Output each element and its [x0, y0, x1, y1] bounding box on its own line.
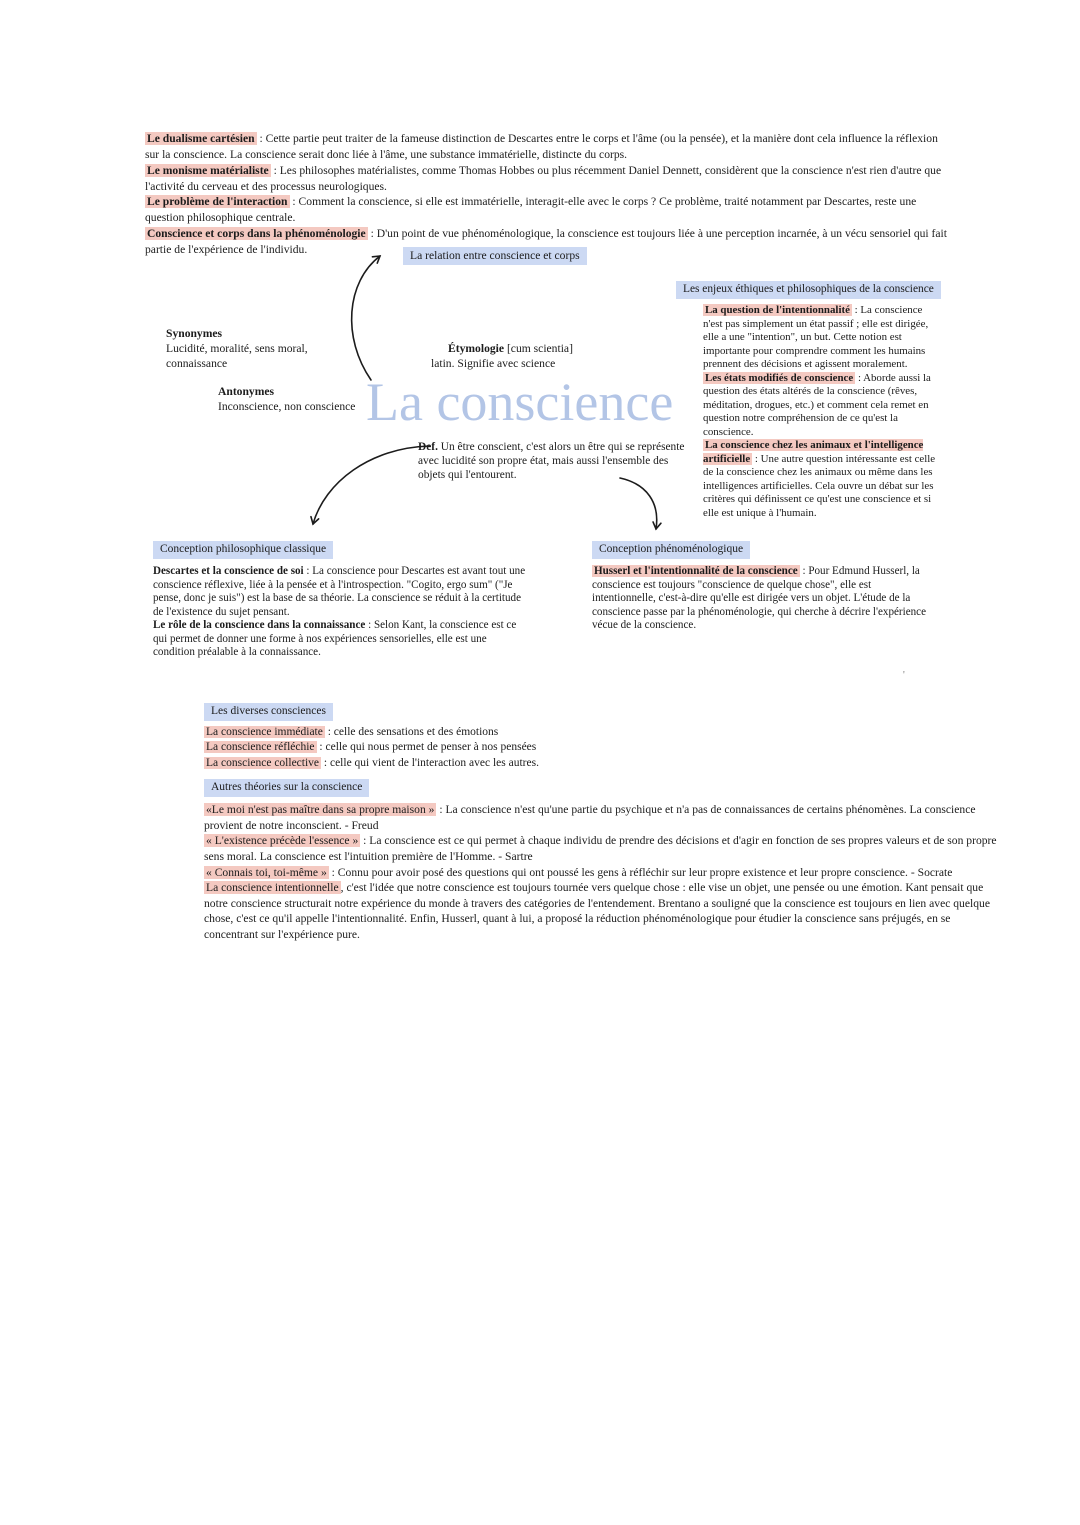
- phenomenology-body: [592, 565, 932, 633]
- synonyms-text: Lucidité, moralité, sens moral, connaissance: [166, 341, 308, 370]
- definition-label: Def.: [418, 441, 438, 453]
- note-label: Husserl et l'intentionnalité de la conscience: [594, 565, 798, 578]
- note-paragraph: [204, 880, 999, 942]
- note-text: : La conscience est ce qui permet à chaque individu de prendre des décisions et d'agir en fonction de ses propres valeurs et de son propre sens moral. La conscience est l'intuition première de l'Homme. - Sartre: [204, 834, 997, 863]
- etymology-line2: latin. Signifie avec science: [431, 357, 556, 370]
- etymology-line1: [431, 341, 661, 356]
- note-text: : Connu pour avoir posé des questions qui ont poussé les gens à réfléchir sur leur propre existence et leur propre conscience. - Socrate: [328, 865, 953, 879]
- note-text: : La conscience pour Descartes est avant tout une conscience réflexive, liée à la pensée et à l'introspection. "Cogito, ergo sum" ("Je pense, donc je suis") est la base de sa théorie. La conscience se réduit à la certitude de l'existence du sujet pensant.: [153, 565, 526, 618]
- note-label: Le dualisme cartésien: [147, 132, 255, 145]
- ethics-section: [676, 279, 942, 520]
- classic-heading: Conception philosophique classique: [153, 541, 333, 559]
- theories-heading: Autres théories sur la conscience: [204, 779, 369, 797]
- antonyms-heading: Antonymes: [218, 385, 275, 398]
- etymology-label: Étymologie: [448, 342, 505, 355]
- note-label: Le rôle de la conscience dans la connaissance: [153, 619, 366, 632]
- page-title: La conscience: [366, 372, 674, 432]
- note-label: Les états modifiés de conscience: [705, 371, 854, 384]
- note-label: «Le moi n'est pas maître dans sa propre maison »: [206, 803, 435, 817]
- note-label: La conscience immédiate: [206, 726, 323, 739]
- arrow-classic-icon: [313, 446, 429, 524]
- note-paragraph: [703, 372, 941, 440]
- note-label: La question de l'intentionnalité: [705, 304, 850, 317]
- classic-body: [153, 565, 529, 660]
- note-label: « L'existence précède l'essence »: [206, 834, 359, 848]
- note-label: Le problème de l'interaction: [147, 195, 288, 209]
- note-paragraph: [153, 565, 529, 619]
- note-paragraph: [703, 439, 941, 520]
- classic-section: [153, 539, 529, 660]
- note-paragraph: [145, 163, 949, 195]
- note-label: Descartes et la conscience de soi: [153, 565, 304, 578]
- ethics-items: [703, 304, 941, 520]
- diverse-items: [204, 725, 624, 771]
- antonyms-text: Inconscience, non conscience: [218, 399, 356, 413]
- stray-mark: ': [903, 670, 905, 681]
- note-paragraph: [204, 802, 999, 833]
- ethics-heading: Les enjeux éthiques et philosophiques de la conscience: [676, 281, 941, 299]
- note-paragraph: [145, 131, 949, 163]
- phenomenology-heading: Conception phénoménologique: [592, 541, 750, 559]
- mind-body-notes: [145, 131, 949, 258]
- arrow-relation-icon: [352, 256, 380, 380]
- note-label: La conscience chez les animaux et l'intelligence artificielle: [703, 439, 924, 465]
- etymology-block: [431, 341, 661, 371]
- note-label: Le monisme matérialiste: [147, 163, 269, 177]
- note-label: La conscience réfléchie: [206, 741, 315, 754]
- note-text: : celle qui nous permet de penser à nos pensées: [316, 741, 537, 754]
- note-paragraph: [703, 304, 941, 372]
- note-text: : Une autre question intéressante est celle de la conscience chez les animaux ou même dans les intelligences artificielles. Cela ouvre un débat sur les critères qui définissent ce qu'est une conscience et si elle est unique à l'humain.: [703, 452, 936, 519]
- note-paragraph: [153, 619, 529, 660]
- note-text: : Pour Edmund Husserl, la conscience est toujours "conscience de quelque chose", elle est intentionnelle, c'est-à-dire qu'elle est dirigée vers un objet. L'étude de la conscience passe par la phénoménologie, qui cherche à décrire l'expérience vécue de la conscience.: [592, 565, 927, 632]
- note-paragraph: [204, 865, 999, 881]
- diverse-heading: Les diverses consciences: [204, 703, 333, 721]
- note-label: La conscience intentionnelle: [206, 881, 339, 895]
- note-label: « Connais toi, toi-même »: [206, 865, 327, 879]
- note-paragraph: [204, 833, 999, 864]
- arrow-phenomenology-icon: [620, 478, 657, 529]
- note-text: : Aborde aussi la question des états altérés de la conscience (rêves, méditation, drogues, etc.) et comment cela remet en question notre compréhension de ce qu'est la conscience.: [703, 371, 931, 438]
- note-text: : La conscience n'est qu'une partie du psychique et n'a pas de connaissances de certains phénomènes. La conscience provient de notre inconscient. - Freud: [204, 803, 976, 832]
- note-paragraph: [592, 565, 932, 633]
- note-text: : Les philosophes matérialistes, comme Thomas Hobbes ou plus récemment Daniel Dennett, considèrent que la conscience n'est rien d'autre que l'activité du cerveau et des processus neurologiques.: [145, 163, 942, 193]
- note-paragraph: [204, 740, 624, 755]
- note-paragraph: [204, 756, 624, 771]
- theories-body: [204, 802, 999, 942]
- note-paragraph: [145, 194, 949, 226]
- diverse-section: [204, 701, 624, 771]
- theories-section: [204, 777, 999, 943]
- note-text: : Selon Kant, la conscience est ce qui permet de donner une forme à nos expériences sensorielles, elle est une condition préalable à la connaissance.: [153, 619, 517, 659]
- note-text: : Cette partie peut traiter de la fameuse distinction de Descartes entre le corps et l'âme (ou la pensée), et la manière dont cela influence la réflexion sur la conscience. La conscience serait donc liée à l'âme, une substance immatérielle, distincte du corps.: [145, 132, 938, 161]
- note-paragraph: [204, 725, 624, 740]
- note-text: : Comment la conscience, si elle est immatérielle, interagit-elle avec le corps ? Ce problème, traité notamment par Descartes, reste une question philosophique centrale.: [145, 195, 917, 225]
- note-label: La conscience collective: [206, 756, 320, 769]
- note-text: : La conscience n'est pas simplement un état passif ; elle est dirigée, elle a une "intention", un but. Cette notion est importante pour comprendre comment les humains prennent des décisions et agissent moralement.: [703, 304, 929, 371]
- relation-label: La relation entre conscience et corps: [403, 247, 587, 265]
- note-text: : celle des sensations et des émotions: [324, 726, 499, 739]
- note-label: Conscience et corps dans la phénoménologie: [147, 227, 366, 241]
- note-text: : celle qui vient de l'interaction avec les autres.: [321, 756, 539, 769]
- synonyms-heading: Synonymes: [166, 327, 223, 340]
- definition-block: [418, 440, 688, 483]
- etymology-bracket: [cum scientia]: [506, 342, 573, 355]
- definition-text: Un être conscient, c'est alors un être qui se représente avec lucidité son propre état, mais aussi l'ensemble des objets qui l'entourent.: [418, 441, 685, 482]
- note-text: , c'est l'idée que notre conscience est toujours tournée vers quelque chose : elle vise un objet, une pensée ou une émotion. Kant pensait que notre conscience structurait notre expérience du monde à travers des catégories de l'entendement. Brentano a souligné que la conscience est toujours en lien avec quelque chose, c'est ce qu'il appelle l'intentionnalité. Enfin, Husserl, quant à lui, a proposé la réduction phénoménologique pour étudier la conscience sans préjugés, en se concentrant sur l'expérience pure.: [204, 881, 990, 941]
- phenomenology-section: [592, 539, 932, 633]
- synonyms-block: [166, 327, 324, 371]
- note-text: : D'un point de vue phénoménologique, la conscience est toujours liée à une perception incarnée, à un vécu sensoriel qui fait partie de l'expérience de l'individu.: [145, 227, 948, 256]
